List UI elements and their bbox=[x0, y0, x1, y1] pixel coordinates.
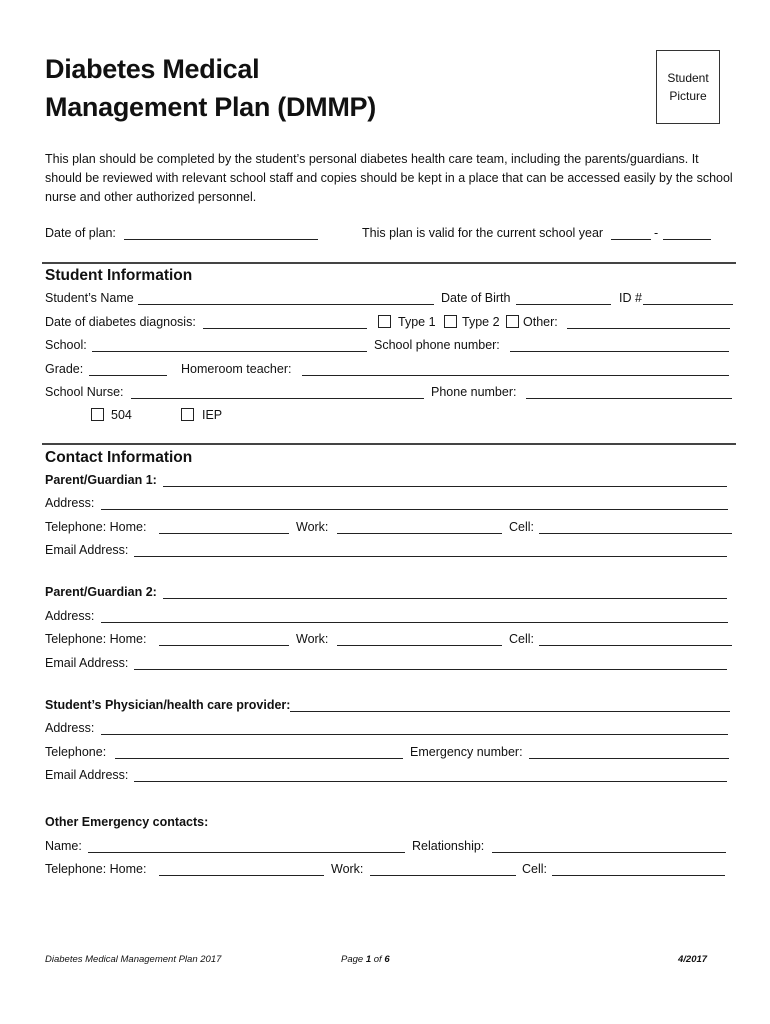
section-divider-student bbox=[42, 262, 736, 264]
emergency-cell-label: Cell: bbox=[522, 862, 548, 876]
intro-paragraph: This plan should be completed by the student’s personal diabetes health care team, including the parents/guardians. It should be reviewed with relevant school staff and copies should be kept in a place that can be accessed easily by the school nurse and other authorized personnel. bbox=[45, 152, 733, 204]
valid-year-dash: - bbox=[654, 226, 659, 240]
student-picture-label-1: Student bbox=[667, 71, 709, 85]
emergency-home-phone-field[interactable] bbox=[159, 875, 324, 876]
guardian2-cell-label: Cell: bbox=[509, 632, 535, 646]
guardian2-home-phone-label: Telephone: Home: bbox=[45, 632, 147, 646]
diagnosis-date-field[interactable] bbox=[203, 328, 367, 329]
guardian1-home-phone-field[interactable] bbox=[159, 533, 289, 534]
type2-checkbox[interactable] bbox=[444, 315, 457, 328]
guardian2-address-field[interactable] bbox=[101, 622, 728, 623]
other-type-checkbox[interactable] bbox=[506, 315, 519, 328]
section-heading-student: Student Information bbox=[45, 267, 193, 284]
physician-address-field[interactable] bbox=[101, 734, 728, 735]
guardian2-home-phone-field[interactable] bbox=[159, 645, 289, 646]
dob-field[interactable] bbox=[516, 304, 611, 305]
guardian1-address-field[interactable] bbox=[101, 509, 728, 510]
physician-telephone-label: Telephone: bbox=[45, 745, 107, 759]
date-of-plan-field[interactable] bbox=[124, 239, 318, 240]
emergency-name-label: Name: bbox=[45, 839, 82, 853]
guardian2-address-label: Address: bbox=[45, 609, 95, 623]
type1-checkbox[interactable] bbox=[378, 315, 391, 328]
emergency-work-label: Work: bbox=[331, 862, 364, 876]
physician-emergency-label: Emergency number: bbox=[410, 745, 523, 759]
guardian1-name-field[interactable] bbox=[163, 486, 727, 487]
footer-page-total: 6 bbox=[384, 954, 390, 965]
physician-emergency-field[interactable] bbox=[529, 758, 729, 759]
grade-label: Grade: bbox=[45, 362, 84, 376]
guardian1-work-label: Work: bbox=[296, 520, 329, 534]
guardian2-work-field[interactable] bbox=[337, 645, 502, 646]
footer-date: 4/2017 bbox=[678, 954, 708, 965]
guardian1-email-field[interactable] bbox=[134, 556, 727, 557]
school-nurse-label: School Nurse: bbox=[45, 385, 124, 399]
physician-telephone-field[interactable] bbox=[115, 758, 403, 759]
date-of-plan-label: Date of plan: bbox=[45, 226, 116, 240]
student-picture-label-2: Picture bbox=[669, 89, 707, 103]
physician-email-label: Email Address: bbox=[45, 768, 129, 782]
guardian1-label: Parent/Guardian 1: bbox=[45, 473, 157, 487]
footer-page-prefix: Page bbox=[341, 954, 366, 965]
footer-page-of: of bbox=[371, 954, 385, 965]
id-label: ID # bbox=[619, 291, 642, 305]
guardian2-cell-field[interactable] bbox=[539, 645, 732, 646]
emergency-cell-field[interactable] bbox=[552, 875, 725, 876]
footer-page-current: 1 bbox=[365, 954, 372, 965]
nurse-phone-label: Phone number: bbox=[431, 385, 517, 399]
guardian2-email-label: Email Address: bbox=[45, 656, 129, 670]
physician-address-label: Address: bbox=[45, 721, 95, 735]
valid-year-label: This plan is valid for the current school year bbox=[362, 226, 604, 240]
guardian1-work-field[interactable] bbox=[337, 533, 502, 534]
guardian1-home-phone-label: Telephone: Home: bbox=[45, 520, 147, 534]
emergency-name-field[interactable] bbox=[88, 852, 405, 853]
school-phone-label: School phone number: bbox=[374, 338, 500, 352]
other-emergency-label: Other Emergency contacts: bbox=[45, 815, 209, 829]
school-phone-field[interactable] bbox=[510, 351, 729, 352]
guardian2-work-label: Work: bbox=[296, 632, 329, 646]
type2-label: Type 2 bbox=[462, 315, 500, 329]
guardian1-cell-field[interactable] bbox=[539, 533, 732, 534]
emergency-work-field[interactable] bbox=[370, 875, 516, 876]
nurse-phone-field[interactable] bbox=[526, 398, 732, 399]
physician-label: Student’s Physician/health care provider: bbox=[45, 698, 291, 712]
guardian2-label: Parent/Guardian 2: bbox=[45, 585, 157, 599]
school-field[interactable] bbox=[92, 351, 367, 352]
page-title-line-2: Management Plan (DMMP) bbox=[45, 92, 376, 122]
physician-name-field[interactable] bbox=[290, 711, 730, 712]
homeroom-teacher-field[interactable] bbox=[302, 375, 729, 376]
emergency-home-phone-label: Telephone: Home: bbox=[45, 862, 147, 876]
valid-year-start-field[interactable] bbox=[611, 239, 651, 240]
footer-page-number bbox=[341, 955, 390, 965]
dob-label: Date of Birth bbox=[441, 291, 511, 305]
valid-year-end-field[interactable] bbox=[663, 239, 711, 240]
student-picture-box[interactable] bbox=[656, 50, 720, 124]
page-title-line-1: Diabetes Medical bbox=[45, 54, 260, 84]
iep-checkbox[interactable] bbox=[181, 408, 194, 421]
guardian2-email-field[interactable] bbox=[134, 669, 727, 670]
school-nurse-field[interactable] bbox=[131, 398, 424, 399]
guardian1-cell-label: Cell: bbox=[509, 520, 535, 534]
section-heading-contact: Contact Information bbox=[45, 449, 193, 466]
footer-document-name: Diabetes Medical Management Plan 2017 bbox=[45, 954, 222, 965]
student-name-field[interactable] bbox=[138, 304, 434, 305]
guardian1-address-label: Address: bbox=[45, 496, 95, 510]
physician-email-field[interactable] bbox=[134, 781, 727, 782]
homeroom-teacher-label: Homeroom teacher: bbox=[181, 362, 292, 376]
guardian1-email-label: Email Address: bbox=[45, 543, 129, 557]
type1-label: Type 1 bbox=[398, 315, 436, 329]
diagnosis-date-label: Date of diabetes diagnosis: bbox=[45, 315, 196, 329]
other-type-field[interactable] bbox=[567, 328, 730, 329]
other-type-label: Other: bbox=[523, 315, 558, 329]
section-divider-contact bbox=[42, 443, 736, 445]
student-name-label: Student’s Name bbox=[45, 291, 134, 305]
grade-field[interactable] bbox=[89, 375, 167, 376]
504-label: 504 bbox=[111, 408, 132, 422]
iep-label: IEP bbox=[202, 408, 223, 422]
504-checkbox[interactable] bbox=[91, 408, 104, 421]
guardian2-name-field[interactable] bbox=[163, 598, 727, 599]
school-label: School: bbox=[45, 338, 87, 352]
emergency-relationship-field[interactable] bbox=[492, 852, 726, 853]
id-field[interactable] bbox=[643, 304, 733, 305]
emergency-relationship-label: Relationship: bbox=[412, 839, 485, 853]
